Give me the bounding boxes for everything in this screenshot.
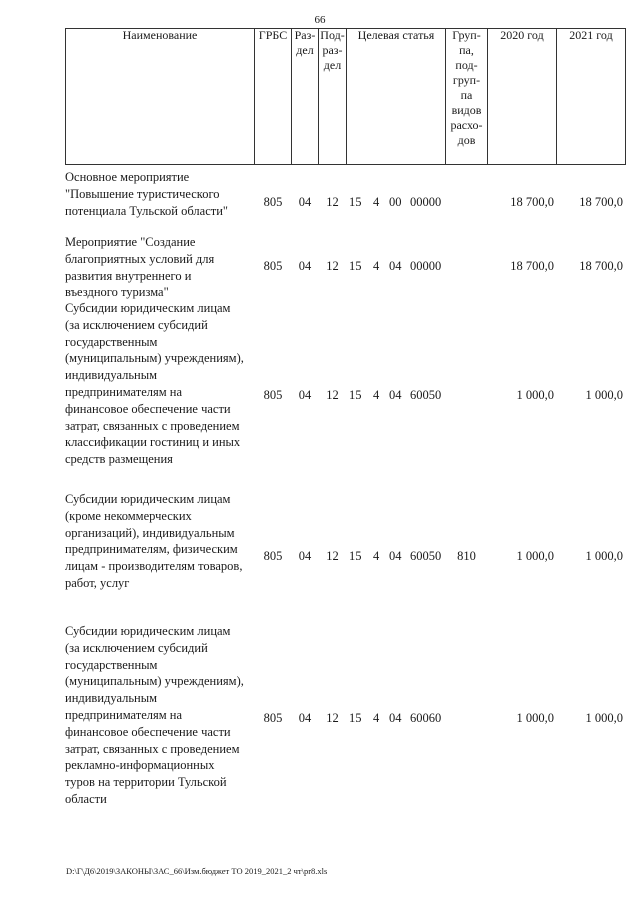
- cell-target-3: 04: [389, 388, 402, 402]
- cell-2021: 18 700,0: [579, 259, 623, 273]
- cell-target-1: 15: [349, 195, 362, 209]
- cell-group: 810: [457, 549, 476, 563]
- cell-2021: 1 000,0: [585, 388, 623, 402]
- cell-grbs: 805: [263, 711, 283, 725]
- cell-podrazdel: 12: [326, 195, 339, 209]
- cell-2021: 1 000,0: [585, 711, 623, 725]
- cell-target-2: 4: [373, 711, 380, 725]
- cell-grbs: 805: [263, 549, 283, 563]
- cell-2021: 1 000,0: [585, 549, 623, 563]
- cell-2020: 1 000,0: [516, 711, 554, 725]
- cell-target-1: 15: [349, 259, 362, 273]
- cell-target-1: 15: [349, 711, 362, 725]
- cell-target-4: 00000: [410, 259, 442, 273]
- cell-target-1: 15: [349, 549, 362, 563]
- cell-target-3: 04: [389, 259, 402, 273]
- cell-podrazdel: 12: [326, 259, 339, 273]
- cell-2020: 1 000,0: [516, 388, 554, 402]
- header-group: Груп- па, под- груп- па видов расхо- дов: [450, 28, 483, 147]
- row-name: Основное мероприятие "Повышение туристического потенциала Тульской области": [65, 170, 229, 218]
- cell-target-2: 4: [373, 259, 380, 273]
- cell-target-3: 00: [389, 195, 402, 209]
- cell-target-2: 4: [373, 549, 380, 563]
- cell-target-4: 60050: [410, 388, 442, 402]
- cell-2020: 1 000,0: [516, 549, 554, 563]
- row-name: Мероприятие "Создание благоприятных условий для развития внутреннего и въездного туризма": [65, 235, 215, 300]
- cell-razdel: 04: [298, 549, 312, 563]
- header-podrazdel: Под- раз- дел: [320, 28, 345, 72]
- header-target: Целевая статья: [357, 28, 435, 42]
- file-path-footer: D:\Г\Д6\2019\ЗАКОНЫ\ЗАС_66\Изм.бюджет ТО 2019_2021_2 чт\pr8.xls: [66, 866, 328, 876]
- cell-podrazdel: 12: [326, 549, 339, 563]
- col-divider: [556, 28, 557, 165]
- header-name: Наименование: [122, 28, 198, 42]
- cell-razdel: 04: [298, 259, 312, 273]
- row-name: Субсидии юридическим лицам (за исключением субсидий государственным (муниципальным) учреждениям), индивидуальным предпринимателям на финансовое обеспечение части затрат, связанных с проведением классификации гостиниц и иных средств размещения: [65, 301, 244, 467]
- col-divider: [346, 28, 347, 165]
- cell-target-4: 00000: [410, 195, 442, 209]
- cell-target-2: 4: [373, 388, 380, 402]
- header-razdel: Раз- дел: [294, 28, 316, 57]
- cell-target-4: 60050: [410, 549, 442, 563]
- cell-grbs: 805: [263, 388, 283, 402]
- row-name: Субсидии юридическим лицам (за исключением субсидий государственным (муниципальным) учреждениям), индивидуальным предпринимателям на финансовое обеспечение части затрат, связанных с проведением рекламно-информационных туров на территории Тульской области: [65, 624, 244, 806]
- header-year-2021: 2021 год: [569, 28, 613, 42]
- cell-target-1: 15: [349, 388, 362, 402]
- header-grbs: ГРБС: [258, 28, 288, 42]
- col-divider: [487, 28, 488, 165]
- cell-target-3: 04: [389, 549, 402, 563]
- cell-2020: 18 700,0: [510, 195, 554, 209]
- cell-razdel: 04: [298, 711, 312, 725]
- cell-2021: 18 700,0: [579, 195, 623, 209]
- col-divider: [254, 28, 255, 165]
- header-bottom-border: [65, 164, 625, 165]
- cell-target-2: 4: [373, 195, 380, 209]
- cell-razdel: 04: [298, 388, 312, 402]
- col-divider: [65, 28, 66, 165]
- cell-grbs: 805: [263, 259, 283, 273]
- cell-target-3: 04: [389, 711, 402, 725]
- row-name: Субсидии юридическим лицам (кроме некоммерческих организаций), индивидуальным предпринимателям, физическим лицам - производителям товаров, работ, услуг: [65, 492, 243, 590]
- header-year-2020: 2020 год: [500, 28, 544, 42]
- page-number: 66: [314, 14, 326, 26]
- col-divider: [625, 28, 626, 165]
- cell-podrazdel: 12: [326, 711, 339, 725]
- cell-2020: 18 700,0: [510, 259, 554, 273]
- cell-target-4: 60060: [410, 711, 442, 725]
- cell-grbs: 805: [263, 195, 283, 209]
- cell-podrazdel: 12: [326, 388, 339, 402]
- cell-razdel: 04: [298, 195, 312, 209]
